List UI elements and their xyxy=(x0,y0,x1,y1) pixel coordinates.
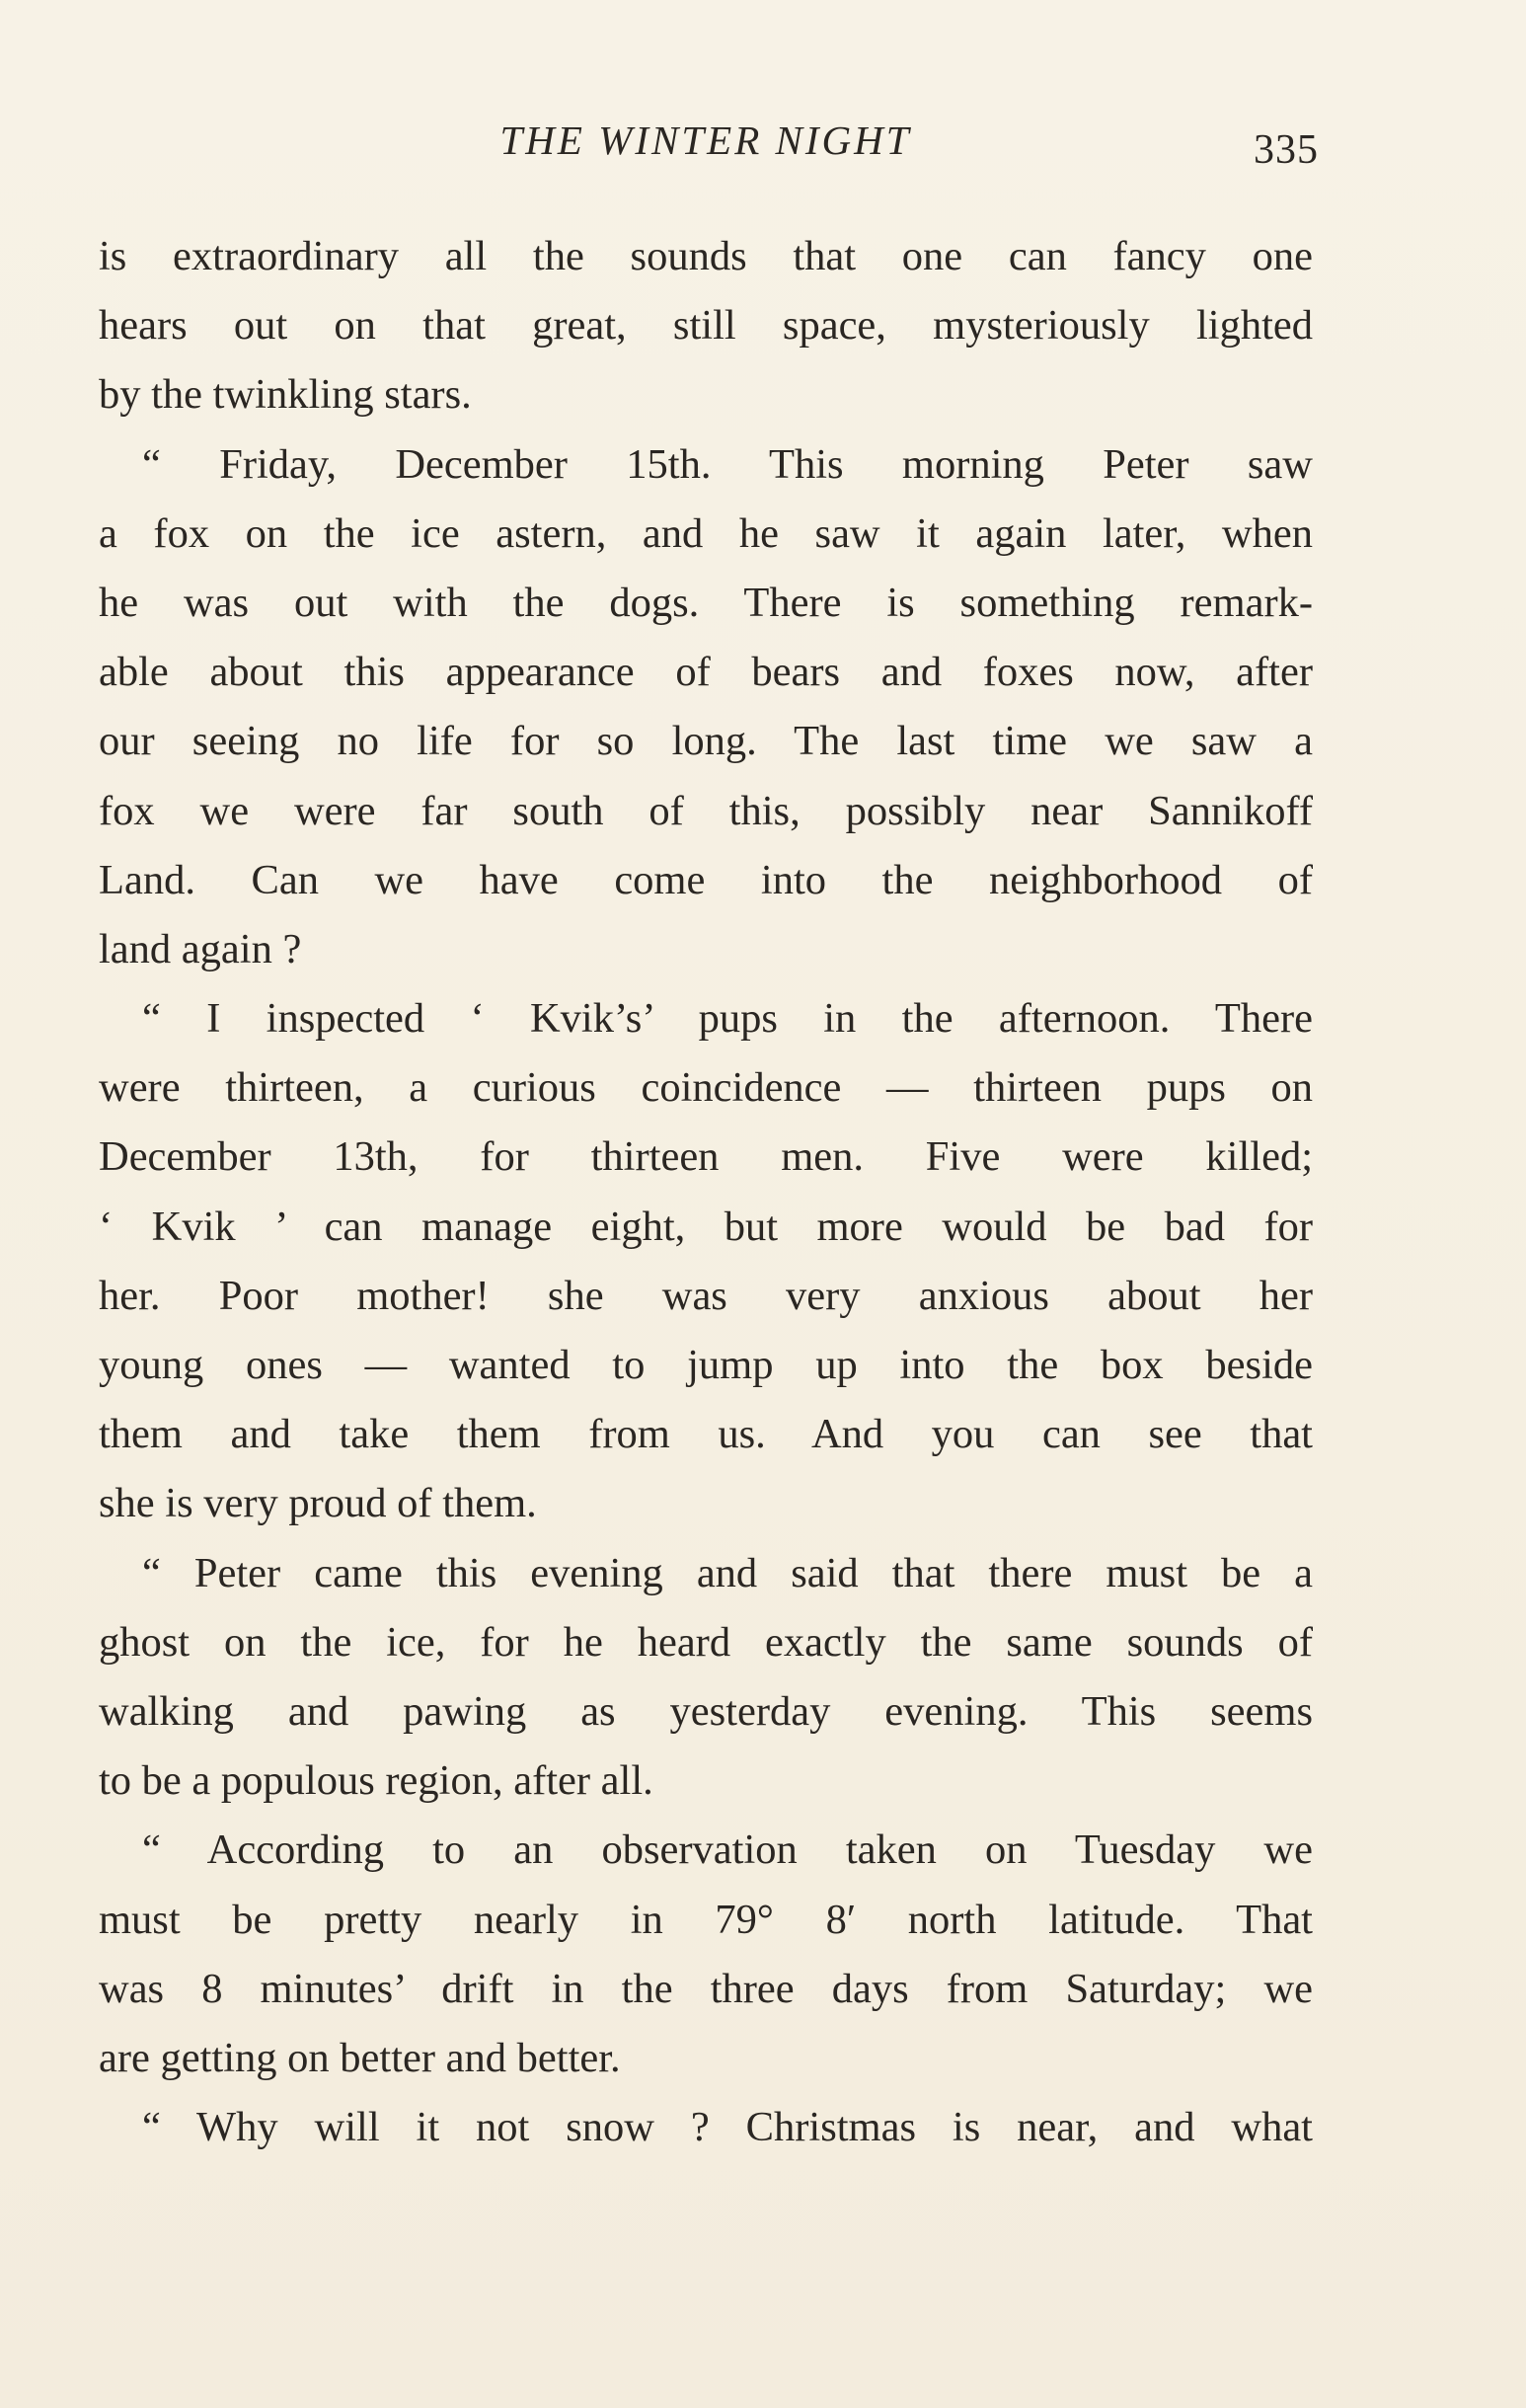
text-line: ghost on the ice, for he heard exactly the same sounds of xyxy=(99,1618,1313,1666)
text-line: land again ? xyxy=(99,925,302,972)
page-header xyxy=(99,117,1319,176)
text-line: “ Peter came this evening and said that there must be a xyxy=(142,1549,1313,1596)
text-line: by the twinkling stars. xyxy=(99,371,472,419)
running-title: THE WINTER NIGHT xyxy=(499,117,912,163)
text-line: her. Poor mother! she was very anxious about her xyxy=(99,1272,1313,1319)
text-line: walking and pawing as yesterday evening. This seems xyxy=(99,1687,1313,1735)
text-line: a fox on the ice astern, and he saw it again later, when xyxy=(99,509,1313,557)
text-line: to be a populous region, after all. xyxy=(99,1757,653,1805)
text-line: “ Friday, December 15th. This morning Peter saw xyxy=(142,440,1313,488)
text-line: “ Why will it not snow ? Christmas is near, and what xyxy=(142,2104,1313,2151)
text-line: our seeing no life for so long. The last time we saw a xyxy=(99,718,1313,765)
body-text xyxy=(99,222,1313,2162)
text-line: Land. Can we have come into the neighborhood of xyxy=(99,856,1313,903)
text-line: “ I inspected ‘ Kvik’s’ pups in the afternoon. There xyxy=(142,995,1313,1043)
text-line: fox we were far south of this, possibly near Sannikoff xyxy=(99,787,1313,834)
text-line: must be pretty nearly in 79° 8′ north latitude. That xyxy=(99,1896,1313,1943)
text-line: them and take them from us. And you can see that xyxy=(99,1411,1313,1458)
text-line: were thirteen, a curious coincidence — thirteen pups on xyxy=(99,1064,1313,1112)
text-line: is extraordinary all the sounds that one can fancy one xyxy=(99,233,1313,279)
text-line: he was out with the dogs. There is something remark- xyxy=(99,579,1313,626)
page-number: 335 xyxy=(1254,127,1319,173)
text-line: young ones — wanted to jump up into the box beside xyxy=(99,1342,1313,1388)
text-line: able about this appearance of bears and foxes now, after xyxy=(99,649,1313,696)
text-line: December 13th, for thirteen men. Five were killed; xyxy=(99,1133,1313,1181)
text-line: she is very proud of them. xyxy=(99,1480,537,1527)
text-line: “ According to an observation taken on Tuesday we xyxy=(142,1826,1313,1874)
text-line: are getting on better and better. xyxy=(99,2034,621,2081)
text-line: ‘ Kvik ’ can manage eight, but more would be bad for xyxy=(99,1203,1313,1250)
text-line: was 8 minutes’ drift in the three days from Saturday; we xyxy=(99,1965,1313,2012)
text-line: hears out on that great, still space, mysteriously lighted xyxy=(99,302,1313,350)
